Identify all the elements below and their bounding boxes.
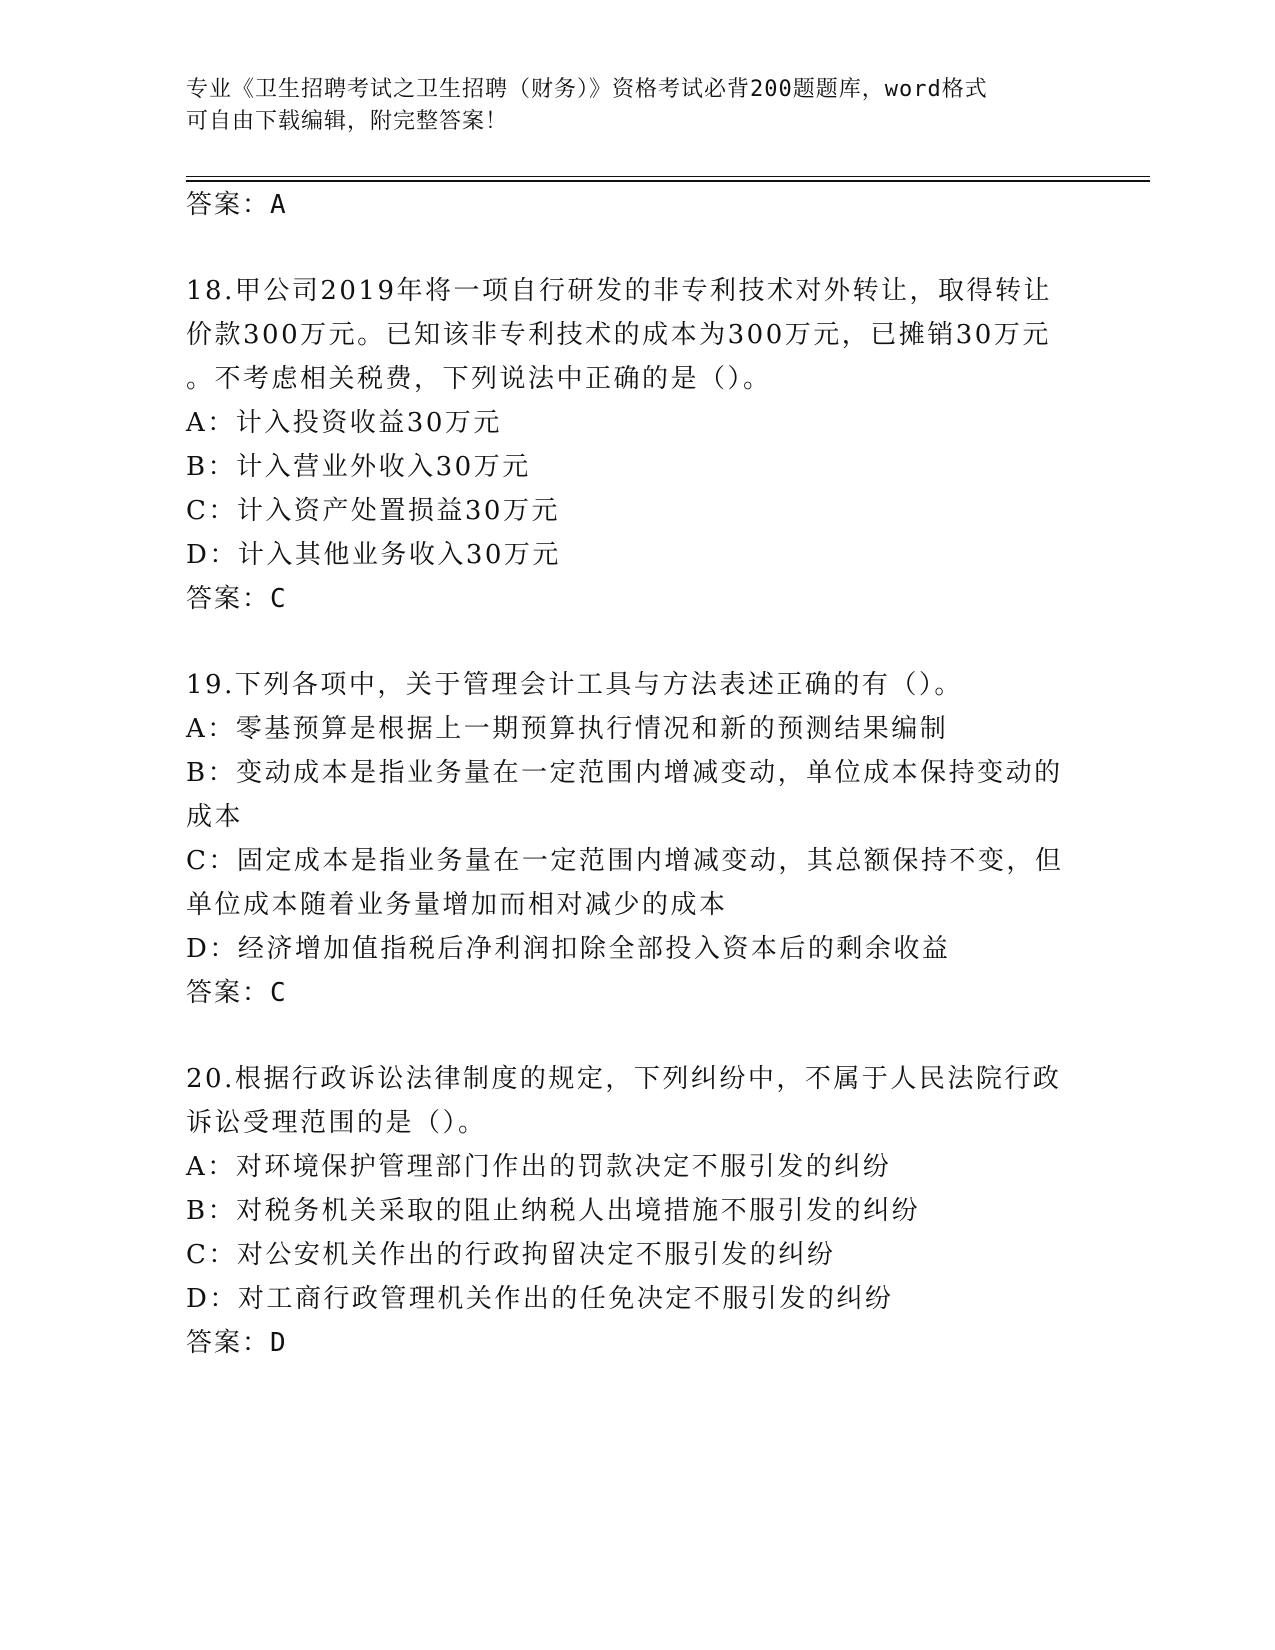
question-19-option-d: D：经济增加值指税后净利润扣除全部投入资本后的剩余收益 (186, 934, 951, 964)
question-18-option-c: C：计入资产处置损益30万元 (186, 496, 560, 526)
question-19-option-a: A：零基预算是根据上一期预算执行情况和新的预测结果编制 (186, 714, 949, 744)
question-18-option-d: D：计入其他业务收入30万元 (186, 540, 561, 570)
question-19-option-c-line-2: 单位成本随着业务量增加而相对减少的成本 (186, 890, 728, 920)
question-20-option-b: B：对税务机关采取的阻止纳税人出境措施不服引发的纠纷 (186, 1196, 921, 1226)
question-20-answer: 答案：D (186, 1328, 288, 1358)
question-20-option-a: A：对环境保护管理部门作出的罚款决定不服引发的纠纷 (186, 1152, 892, 1182)
question-18-answer: 答案：C (186, 584, 288, 614)
question-18-stem-line-2: 价款300万元。已知该非专利技术的成本为300万元，已摊销30万元 (186, 320, 1051, 350)
previous-answer: 答案：A (186, 190, 288, 220)
header-divider-thin (186, 176, 1150, 177)
question-19-option-b-line-2: 成本 (186, 802, 244, 832)
question-20-stem-line-1: 20.根据行政诉讼法律制度的规定，下列纠纷中，不属于人民法院行政 (186, 1064, 1062, 1094)
question-19-answer: 答案：C (186, 978, 288, 1008)
question-20-option-d: D：对工商行政管理机关作出的任免决定不服引发的纠纷 (186, 1284, 894, 1314)
question-18-option-b: B：计入营业外收入30万元 (186, 452, 531, 482)
header-line-2: 可自由下载编辑，附完整答案！ (186, 109, 509, 134)
question-19-stem-line-1: 19.下列各项中，关于管理会计工具与方法表述正确的有（）。 (186, 670, 963, 700)
question-20-option-c: C：对公安机关作出的行政拘留决定不服引发的纠纷 (186, 1240, 836, 1270)
question-19-option-c-line-1: C：固定成本是指业务量在一定范围内增减变动，其总额保持不变，但 (186, 846, 1064, 876)
question-18-stem-line-1: 18.甲公司2019年将一项自行研发的非专利技术对外转让，取得转让 (186, 276, 1053, 306)
question-18-option-a: A：计入投资收益30万元 (186, 408, 502, 438)
question-18-stem-line-3: 。不考虑相关税费，下列说法中正确的是（）。 (186, 364, 772, 394)
question-20-stem-line-2: 诉讼受理范围的是（）。 (186, 1108, 487, 1138)
header-line-1: 专业《卫生招聘考试之卫生招聘（财务）》资格考试必背200题题库，word格式 (186, 77, 988, 102)
header-divider-thick (186, 180, 1150, 182)
document-header (186, 74, 1086, 138)
question-19-option-b-line-1: B：变动成本是指业务量在一定范围内增减变动，单位成本保持变动的 (186, 758, 1063, 788)
